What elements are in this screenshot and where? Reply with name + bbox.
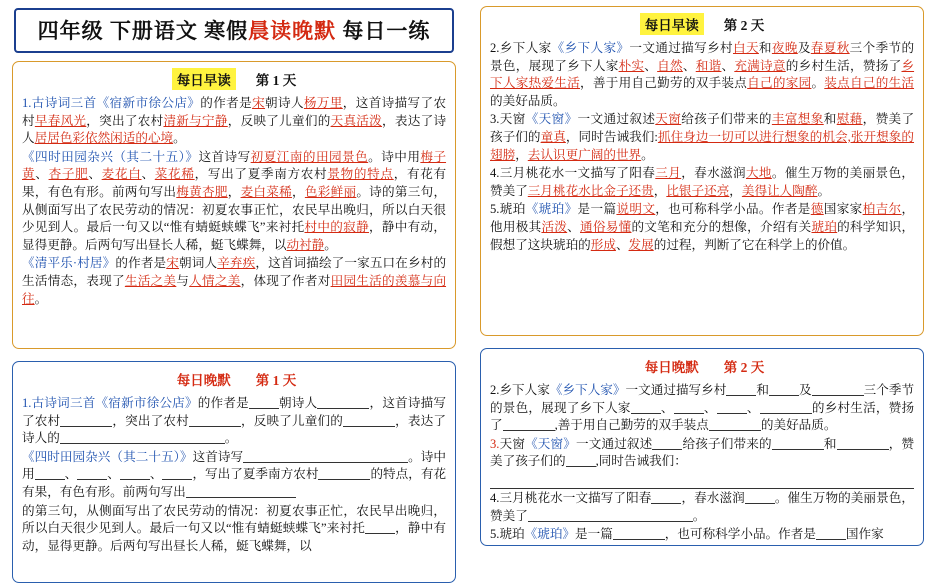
right-column <box>468 0 936 547</box>
paragraph-3: 《清平乐·村居》的作者是宋朝词人辛弃疾，这首词描绘了一家五口在乡村的生活情态，表现了生活之美与人情之美，体现了作者对田园生活的羡慕与向往。 <box>22 256 447 306</box>
paragraph-1: 1.古诗词三首《宿新市徐公店》的作者是 朝诗人 ，这首诗描写了农村 ，突出了农村 ，反映了儿童们的 ，表达了诗人的 。 <box>22 396 447 446</box>
page-title-text <box>20 15 448 45</box>
title-prefix: 四年级 下册语文 寒假 <box>37 19 249 43</box>
paragraph-3: 的第三句，从侧面写出了农民劳动的情况：初夏农事正忙，农民早出晚归，所以白天很少见到人。最后一句又以“惟有蜻蜓蛱蝶飞”来衬托 ，静中有动，显得更静。后两句写出昼长人稀，蜓飞蝶舞，以 <box>22 503 446 553</box>
paragraph-2: 《四时田园杂兴（其二十五）》这首诗写 。诗中用 、 、 、 ，写出了夏季南方农村 的特点，有花有果，有色有形。前两句写出 <box>22 449 447 499</box>
header-label: 每日晚默 <box>644 360 699 375</box>
paragraph-4: 4.三月桃花水一文描写了阳春三月，春水滋润大地。催生万物的美丽景色，赞美了三月桃花水比金子还贵，比银子还亮，美得让人陶醉。 <box>490 166 915 198</box>
header-label: 每日晚默 <box>176 373 231 388</box>
card-body <box>22 95 446 308</box>
card-evening-day2 <box>480 348 924 546</box>
header-label: 每日早读 <box>172 68 236 90</box>
card-body <box>490 40 914 254</box>
paragraph-5: 5.琥珀《琥珀》是一篇 ，也可称科学小品。作者是 国作家 <box>490 527 884 542</box>
paragraph-3: 3.天窗《天窗》一文通过叙述天窗给孩子们带来的丰富想象和慰藉，赞美了孩子们的童真，同时告诫我们:抓住身边一切可以进行想象的机会,张开想象的翅膀，去认识更广阔的世界。 <box>490 112 915 162</box>
paragraph-2: 2.乡下人家《乡下人家》一文通过描写乡村 和 及 三个季节的景色，展现了乡下人家 、 、 、 的乡村生活，赞扬了 ,善于用自己勤劳的双手装点 的美好品质。 <box>490 383 915 433</box>
card-evening-day1 <box>12 361 456 583</box>
card-header <box>22 68 446 90</box>
card-header <box>490 355 914 377</box>
title-highlight: 晨读晚默 <box>248 19 337 43</box>
card-morning-day2 <box>480 6 924 336</box>
card-header <box>490 13 914 35</box>
card-body <box>490 382 914 544</box>
header-day: 第 2 天 <box>723 360 765 375</box>
paragraph-3: 3.天窗《天窗》一文通过叙述 给孩子们带来的 和 ，赞美了孩子们的 ,同时告诫我们： <box>490 436 914 489</box>
header-day: 第 1 天 <box>255 73 297 88</box>
header-day: 第 2 天 <box>723 18 765 33</box>
header-day: 第 1 天 <box>255 373 297 388</box>
page-title <box>14 8 454 53</box>
paragraph-1: 1.古诗词三首《宿新市徐公店》的作者是宋朝诗人杨万里，这首诗描写了农村早春风光，突出了农村清新与宁静，反映了儿童们的天真活泼，表达了诗人居居色彩依然闲适的心境。 <box>22 96 447 146</box>
left-column <box>0 0 468 553</box>
paragraph-4: 4.三月桃花水一文描写了阳春 ，春水滋润 。催生万物的美丽景色，赞美了 。 <box>490 490 915 523</box>
card-header <box>22 368 446 390</box>
title-suffix: 每日一练 <box>336 19 431 43</box>
card-morning-day1 <box>12 61 456 349</box>
header-label: 每日早读 <box>640 13 704 35</box>
card-body <box>22 395 446 555</box>
paragraph-5: 5.琥珀《琥珀》是一篇说明文，也可称科学小品。作者是德国家家柏吉尔，他用极其活泼、通俗易懂的文笔和充分的想像，介绍有关琥珀的科学知识，假想了这块琥珀的形成、发展的过程，判断了它在科学上的价值。 <box>490 202 915 252</box>
paragraph-2: 《四时田园杂兴（其二十五）》这首诗写初夏江南的田园景色。诗中用梅子黄、杏子肥、麦花白、菜花稀，写出了夏季南方农村景物的特点，有花有果，有色有形。前两句写出梅黄杏肥，麦白菜稀，色彩鲜丽。诗的第三句，从侧面写出了农民劳动的情况：初夏农事正忙，农民早出晚归，所以白天很少见到人。最后一句又以“惟有蜻蜓蛱蝶飞”来衬托村中的寂静，静中有动，显得更静。后两句写出昼长人稀，蜓飞蝶舞，以动衬静。 <box>22 149 447 252</box>
paragraph-2: 2.乡下人家《乡下人家》一文通过描写乡村白天和夜晚及春夏秋三个季节的景色，展现了乡下人家朴实、自然、和谐、充满诗意的乡村生活，赞扬了乡下人家热爱生活，善于用自己勤劳的双手装点自己的家园。装点自己的生活的美好品质。 <box>490 41 915 108</box>
